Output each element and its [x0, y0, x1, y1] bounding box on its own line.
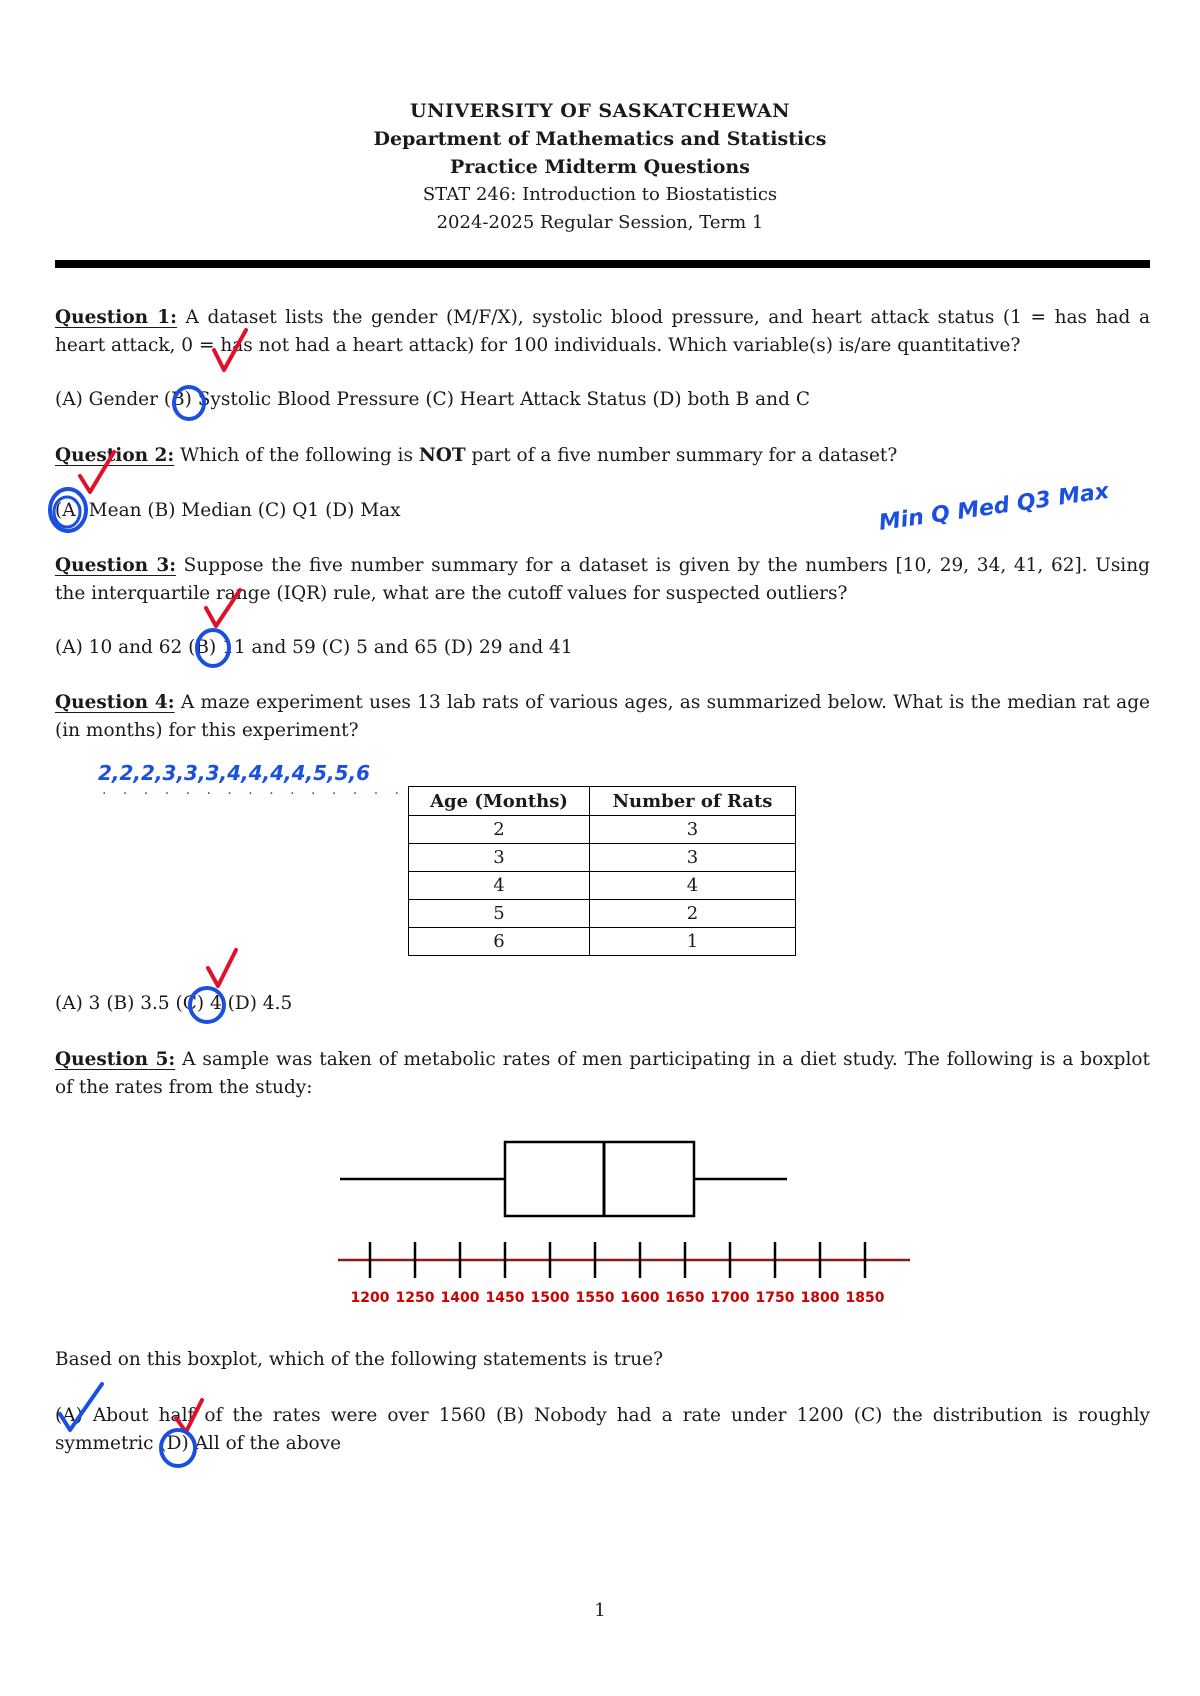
document-title: Practice Midterm Questions	[450, 156, 750, 178]
table-cell: 5	[409, 900, 590, 928]
question-3	[55, 552, 1150, 608]
question-1	[55, 304, 1150, 360]
question-3-text: Suppose the five number summary for a dataset is given by the numbers [10, 29, 34, 41, 62]. Using the interquartile range (IQR) rule, what are the cutoff values for suspected outliers?	[55, 555, 1150, 604]
table-cell: 3	[590, 844, 796, 872]
boxplot-tick-label: 1700	[710, 1290, 750, 1306]
question-3-options: (A) 10 and 62 (B) 11 and 59 (C) 5 and 65 (D) 29 and 41	[55, 637, 573, 658]
table-row	[409, 928, 796, 956]
question-2-options: (A) Mean (B) Median (C) Q1 (D) Max	[55, 500, 401, 521]
question-5-label: Question 5:	[55, 1049, 176, 1070]
table-row	[409, 816, 796, 844]
session-info: 2024-2025 Regular Session, Term 1	[436, 212, 764, 233]
boxplot-tick-label: 1250	[395, 1290, 435, 1306]
header-rule	[55, 260, 1150, 268]
question-2	[55, 442, 1150, 470]
question-1-text: A dataset lists the gender (M/F/X), systolic blood pressure, and heart attack status (1 = has had a heart attack, 0 = has not had a heart attack) for 100 individuals. Which variable(s) is/are quantitative?	[55, 307, 1150, 356]
question-4-options: (A) 3 (B) 3.5 (C) 4 (D) 4.5	[55, 993, 293, 1014]
course-name: STAT 246: Introduction to Biostatistics	[422, 184, 778, 205]
university-name: UNIVERSITY OF SASKATCHEWAN	[410, 100, 790, 122]
question-5-options: (A) About half of the rates were over 1560 (B) Nobody had a rate under 1200 (C) the distribution is roughly symmetric (D) All of the above	[55, 1405, 1150, 1454]
table-row	[409, 844, 796, 872]
check-mark-q4	[208, 950, 236, 986]
table-cell: 3	[409, 844, 590, 872]
boxplot-group	[338, 1142, 910, 1306]
question-5-followup: Based on this boxplot, which of the following statements is true?	[55, 1349, 663, 1370]
table-cell: 3	[590, 816, 796, 844]
table-header: Age (Months)	[409, 787, 590, 816]
boxplot-tick-label: 1550	[575, 1290, 615, 1306]
question-1-label: Question 1:	[55, 307, 177, 328]
table-cell: 2	[409, 816, 590, 844]
table-cell: 4	[409, 872, 590, 900]
table-cell: 2	[590, 900, 796, 928]
boxplot-tick-label: 1750	[755, 1290, 795, 1306]
page-number: 1	[594, 1600, 606, 1621]
handwritten-note-sorted-ages: 2,2,2,3,3,3,4,4,4,4,5,5,6	[98, 761, 371, 785]
boxplot-tick-label: 1400	[440, 1290, 480, 1306]
table-header: Number of Rats	[590, 787, 796, 816]
svg-text:. . . . . . . . . . . . . . .: . . . . . . . . . . . . . . .	[102, 782, 406, 798]
boxplot-box	[505, 1142, 694, 1216]
boxplot-figure	[330, 1120, 920, 1310]
question-2-text-after: part of a five number summary for a dataset?	[465, 445, 898, 466]
table-header-row	[409, 787, 796, 816]
table-cell: 6	[409, 928, 590, 956]
question-5-text: A sample was taken of metabolic rates of men participating in a diet study. The following is a boxplot of the rates from the study:	[55, 1049, 1150, 1098]
boxplot-tick-label: 1800	[800, 1290, 840, 1306]
table-row	[409, 872, 796, 900]
question-4-label: Question 4:	[55, 692, 175, 713]
question-5	[55, 1046, 1150, 1102]
boxplot-tick-label: 1450	[485, 1290, 525, 1306]
boxplot-tick-label: 1850	[845, 1290, 885, 1306]
question-3-label: Question 3:	[55, 555, 177, 576]
question-1-options: (A) Gender (B) Systolic Blood Pressure (C) Heart Attack Status (D) both B and C	[55, 389, 810, 410]
handwritten-note-summary: Min Q Med Q3 Max	[877, 478, 1111, 536]
table-cell: 4	[590, 872, 796, 900]
boxplot-tick-label: 1200	[350, 1290, 390, 1306]
question-2-label: Question 2:	[55, 445, 175, 466]
question-4-text: A maze experiment uses 13 lab rats of various ages, as summarized below. What is the median rat age (in months) for this experiment?	[55, 692, 1150, 741]
question-4	[55, 689, 1150, 745]
question-2-emphasis: NOT	[418, 445, 466, 466]
department-name: Department of Mathematics and Statistics	[373, 128, 827, 150]
rat-age-table	[408, 786, 796, 956]
boxplot-tick-label: 1500	[530, 1290, 570, 1306]
question-2-text-before: Which of the following is	[174, 445, 419, 466]
boxplot-tick-label: 1600	[620, 1290, 660, 1306]
table-cell: 1	[590, 928, 796, 956]
table-row	[409, 900, 796, 928]
boxplot-tick-label: 1650	[665, 1290, 705, 1306]
